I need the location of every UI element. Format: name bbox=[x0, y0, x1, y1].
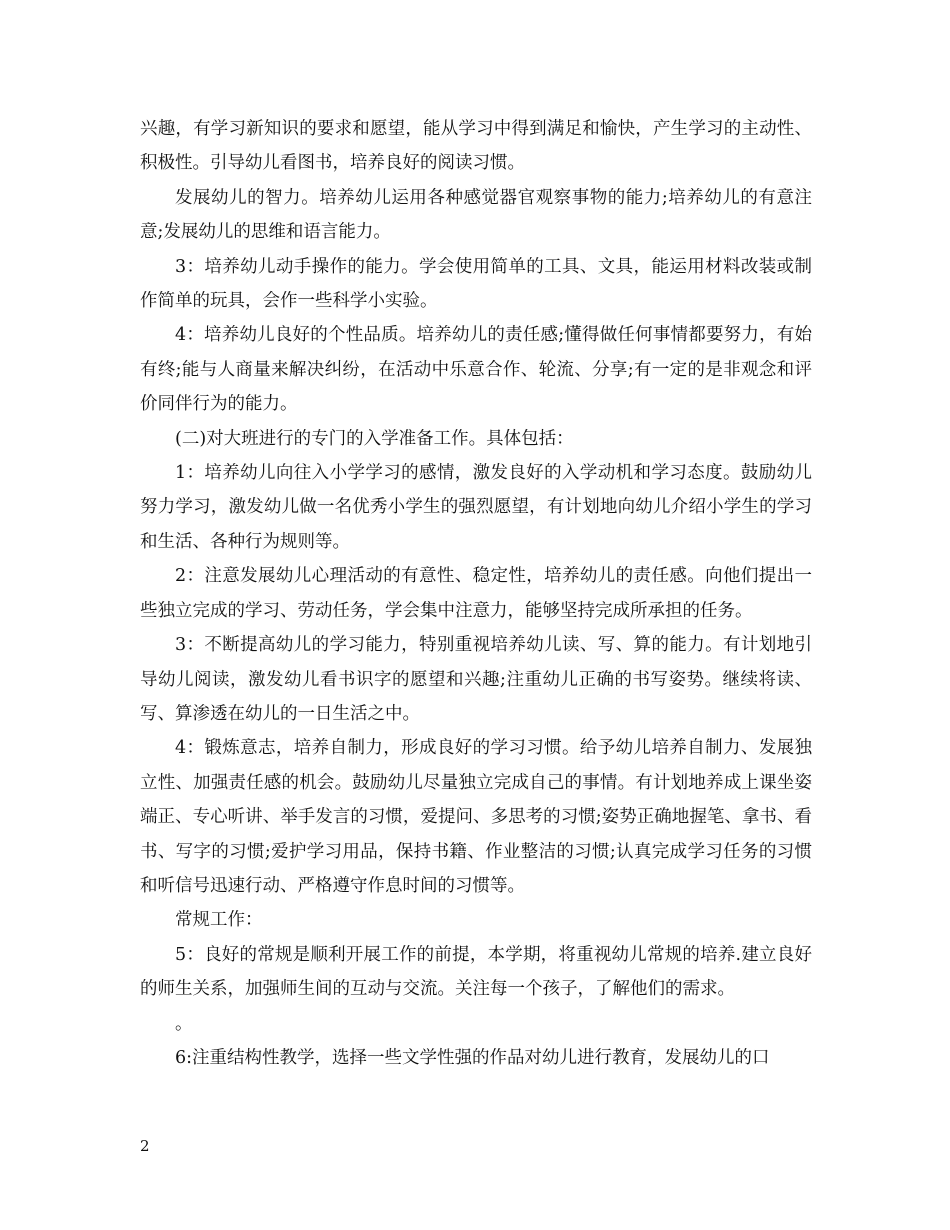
paragraph: 。 bbox=[175, 1013, 193, 1034]
paragraph: 4：锻炼意志，培养自制力，形成良好的学习习惯。给予幼儿培养自制力、发展独立性、加强责任感的机会。鼓励幼儿尽量独立完成自己的事情。有计划地养成上课坐姿端正、专心听讲、举手发言的习惯，爱提问、多思考的习惯;姿势正确地握笔、拿书、看书、写字的习惯;爱护学习用品，保持书籍、作业整洁的习惯;认真完成学习任务的习惯和听信号迅速行动、严格遵守作息时间的习惯等。 bbox=[140, 738, 812, 896]
paragraph: 2：注意发展幼儿心理活动的有意性、稳定性，培养幼儿的责任感。向他们提出一些独立完成的学习、劳动任务，学会集中注意力，能够坚持完成所承担的任务。 bbox=[140, 566, 812, 621]
paragraph: 兴趣，有学习新知识的要求和愿望，能从学习中得到满足和愉快，产生学习的主动性、积极性。引导幼儿看图书，培养良好的阅读习惯。 bbox=[140, 119, 812, 174]
paragraph: 6:注重结构性教学，选择一些文学性强的作品对幼儿进行教育，发展幼儿的口 bbox=[175, 1047, 770, 1068]
section-heading: (二)对大班进行的专门的入学准备工作。具体包括： bbox=[175, 428, 574, 449]
section-heading: 常规工作： bbox=[175, 910, 263, 931]
paragraph: 1：培养幼儿向往入小学学习的感情，激发良好的入学动机和学习态度。鼓励幼儿努力学习，激发幼儿做一名优秀小学生的强烈愿望，有计划地向幼儿介绍小学生的学习和生活、各种行为规则等。 bbox=[140, 463, 812, 552]
paragraph: 发展幼儿的智力。培养幼儿运用各种感觉器官观察事物的能力;培养幼儿的有意注意;发展幼儿的思维和语言能力。 bbox=[140, 187, 812, 243]
paragraph: 4：培养幼儿良好的个性品质。培养幼儿的责任感;懂得做任何事情都要努力，有始有终;能与人商量来解决纠纷，在活动中乐意合作、轮流、分享;有一定的是非观念和评价同伴行为的能力。 bbox=[140, 325, 812, 415]
page-number: 2 bbox=[140, 1137, 150, 1155]
paragraph: 3：不断提高幼儿的学习能力，特别重视培养幼儿读、写、算的能力。有计划地引导幼儿阅读，激发幼儿看书识字的愿望和兴趣;注重幼儿正确的书写姿势。继续将读、写、算渗透在幼儿的一日生活之中。 bbox=[140, 635, 812, 724]
document-body bbox=[140, 112, 812, 1075]
paragraph: 5：良好的常规是顺利开展工作的前提，本学期，将重视幼儿常规的培养.建立良好的师生关系，加强师生间的互动与交流。关注每一个孩子，了解他们的需求。 bbox=[140, 944, 812, 1000]
paragraph: 3：培养幼儿动手操作的能力。学会使用简单的工具、文具，能运用材料改装或制作简单的玩具，会作一些科学小实验。 bbox=[140, 256, 812, 312]
